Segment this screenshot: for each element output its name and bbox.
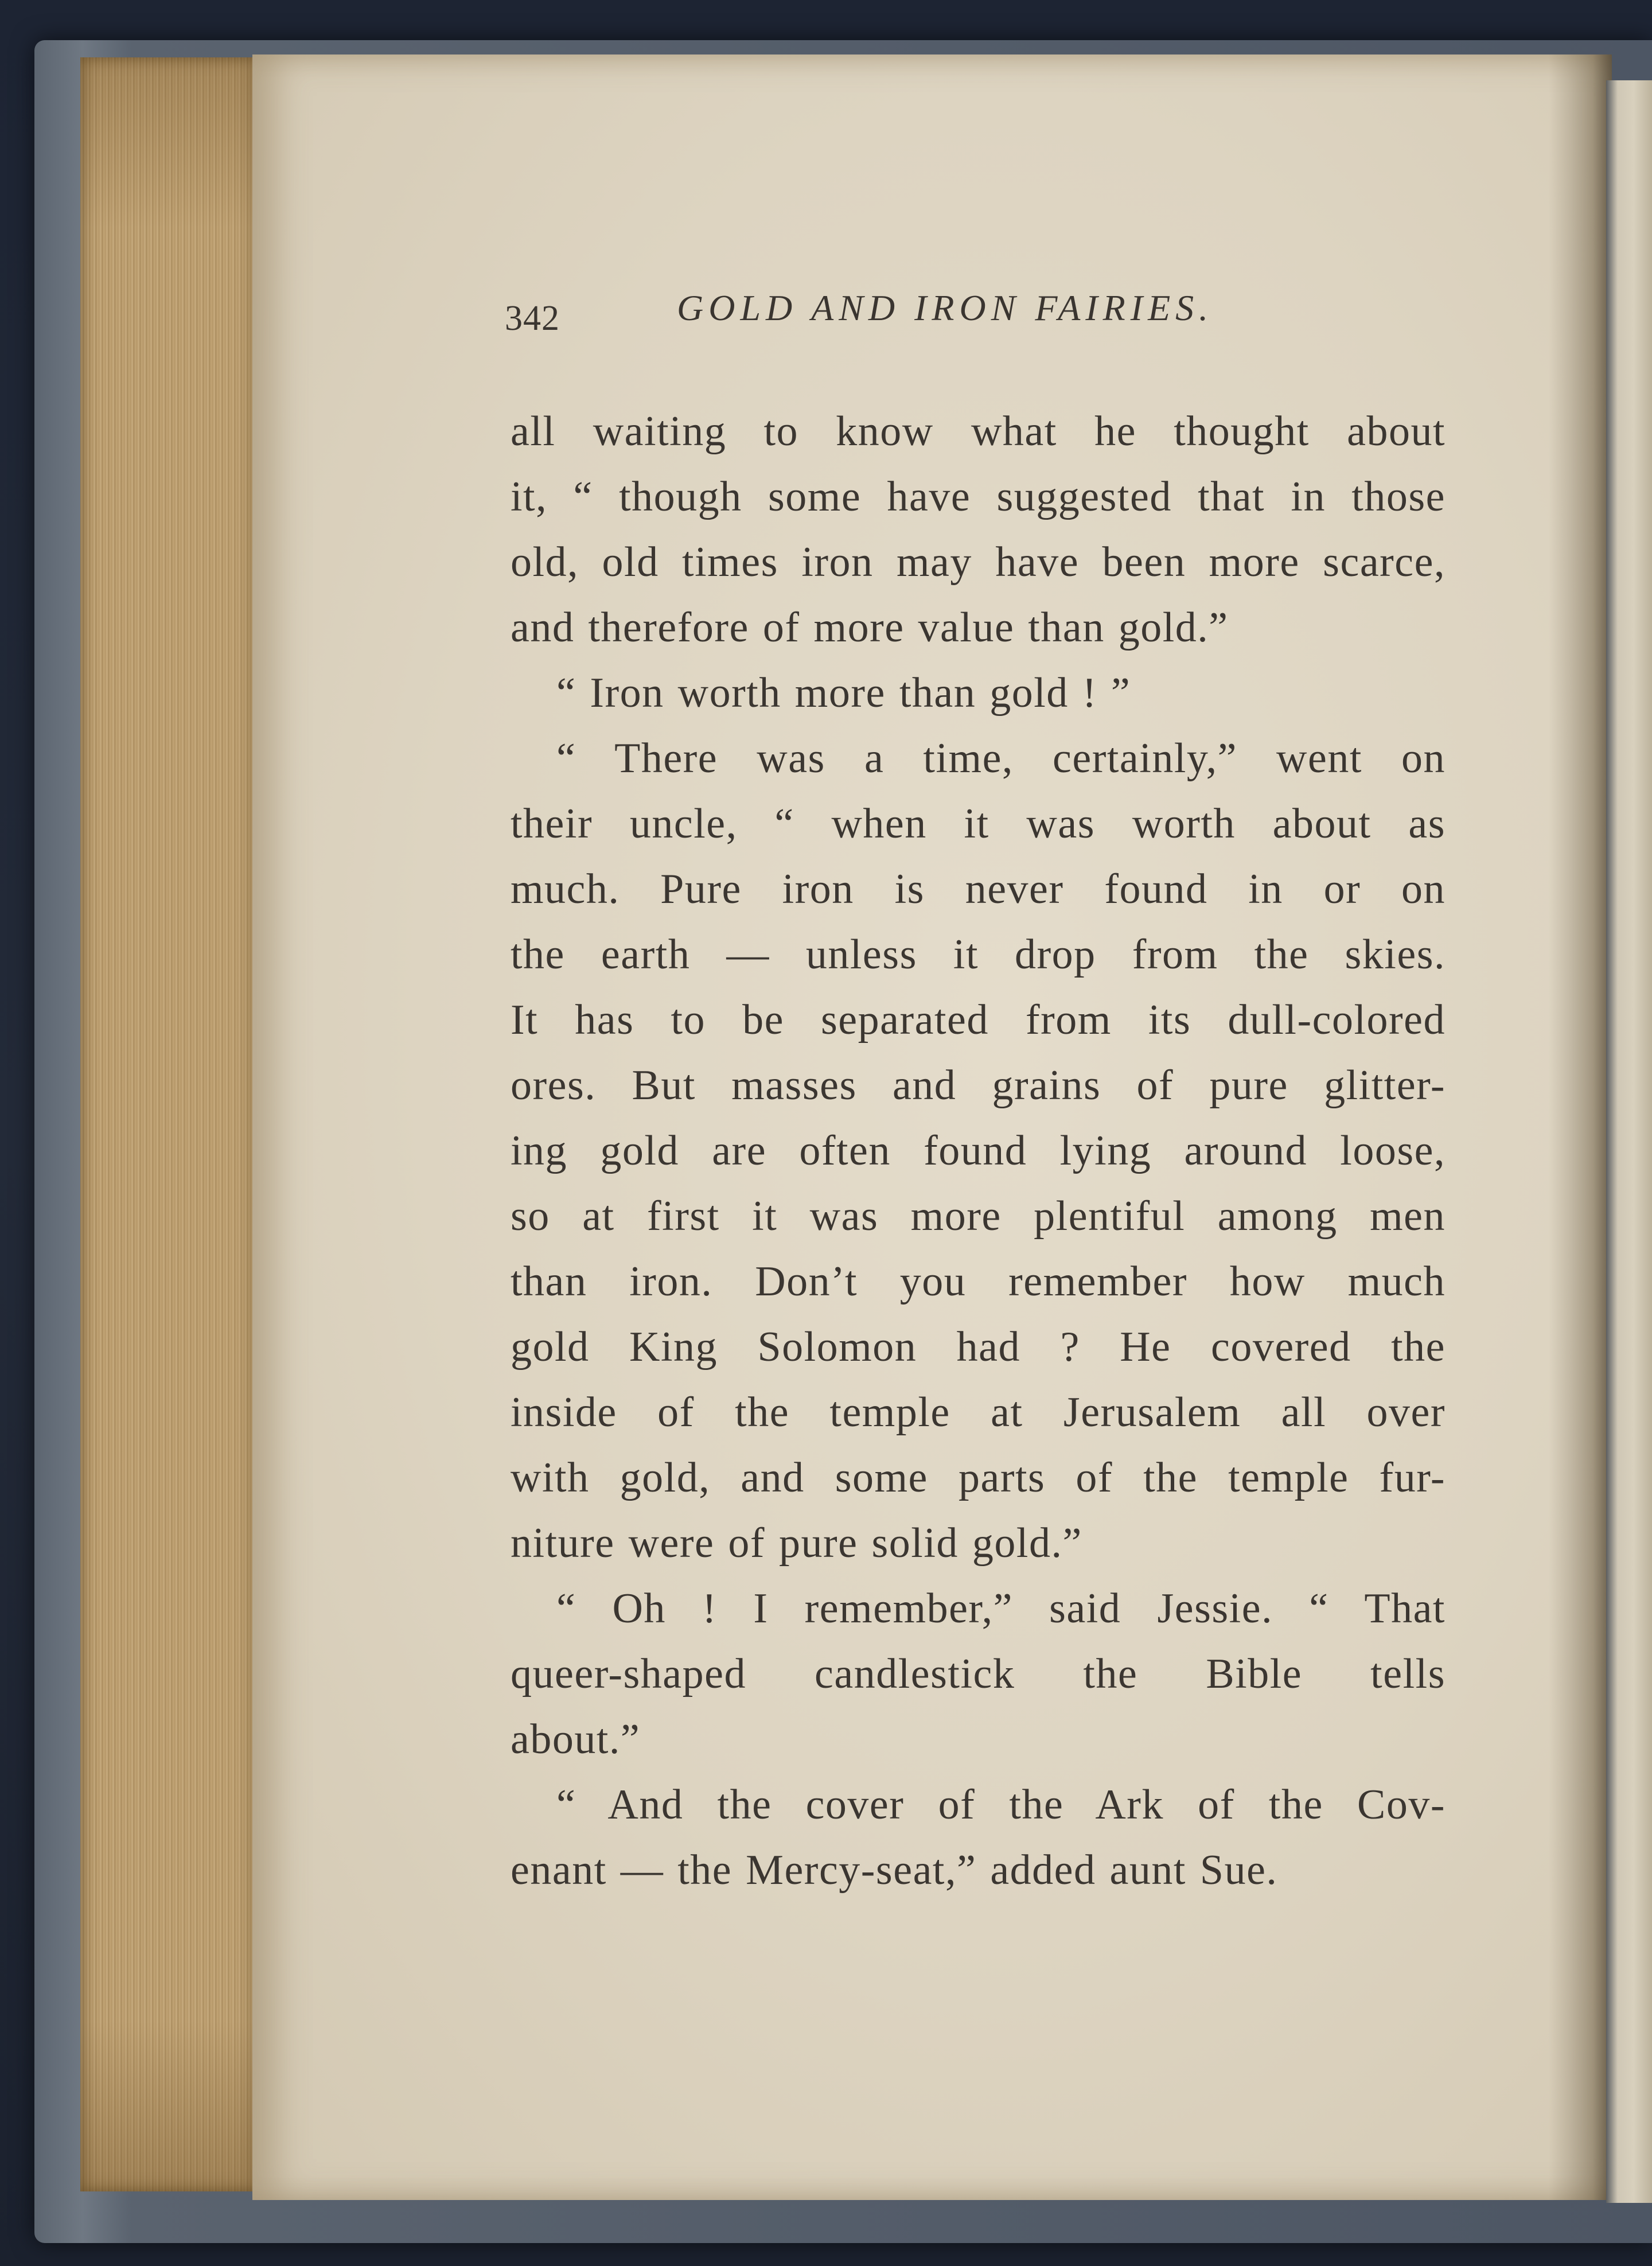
text-line: their uncle, “ when it was worth about as	[511, 800, 1446, 847]
text-line: and therefore of more value than gold.”	[511, 604, 1229, 651]
text-line: the earth — unless it drop from the skies.	[511, 931, 1446, 978]
gutter-shadow	[1549, 54, 1612, 2200]
text-line: “ And the cover of the Ark of the Cov-	[556, 1781, 1446, 1828]
running-head	[505, 287, 1308, 350]
text-line: “ There was a time, certainly,” went on	[556, 735, 1446, 782]
text-line: so at first it was more plentiful among men	[511, 1193, 1446, 1240]
text-line: queer-shaped candlestick the Bible tells	[511, 1650, 1446, 1697]
text-line: ing gold are often found lying around loose,	[511, 1127, 1446, 1174]
page-block-edges	[80, 57, 264, 2191]
text-line: ores. But masses and grains of pure glitter-	[511, 1062, 1446, 1109]
facing-page-edge	[1606, 80, 1652, 2203]
text-line: it, “ though some have suggested that in those	[511, 473, 1446, 520]
text-line: than iron. Don’t you remember how much	[511, 1258, 1446, 1305]
text-line: It has to be separated from its dull-colored	[511, 996, 1446, 1044]
text-line: inside of the temple at Jerusalem all over	[511, 1389, 1446, 1436]
text-line: old, old times iron may have been more scarce,	[511, 539, 1446, 586]
text-line: “ Oh ! I remember,” said Jessie. “ That	[556, 1585, 1446, 1632]
text-line: about.”	[511, 1716, 641, 1763]
text-line: much. Pure iron is never found in or on	[511, 866, 1446, 913]
page-number: 342	[505, 299, 560, 338]
text-line: all waiting to know what he thought about	[511, 408, 1446, 455]
text-line: gold King Solomon had ? He covered the	[511, 1323, 1446, 1370]
text-line: enant — the Mercy-seat,” added aunt Sue.	[511, 1847, 1278, 1894]
body-text	[511, 399, 1446, 1903]
text-line: “ Iron worth more than gold ! ”	[556, 669, 1131, 717]
text-line: niture were of pure solid gold.”	[511, 1520, 1082, 1567]
text-line: with gold, and some parts of the temple fur-	[511, 1454, 1446, 1501]
running-title: GOLD AND IRON FAIRIES.	[677, 287, 1214, 328]
